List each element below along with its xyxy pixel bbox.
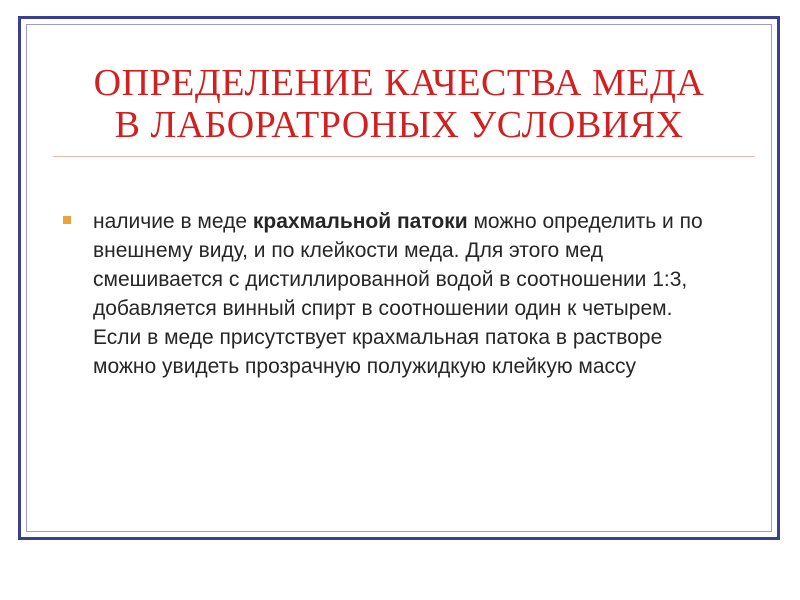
bullet-text — [93, 207, 703, 381]
bullet-text-before: наличие в меде — [93, 210, 253, 233]
title-divider — [53, 156, 755, 157]
slide-title-line-2: В ЛАБОРАТРОНЫХ УСЛОВИЯХ — [114, 104, 684, 146]
bullet-text-bold: крахмальной патоки — [252, 210, 468, 233]
slide-frame — [18, 16, 780, 540]
slide-title — [27, 62, 771, 146]
bullet-text-after: можно определить и по внешнему виду, и по клейкости меда. Для этого мед смешивается с дистиллированной водой в соотношении 1:3, добавляется винный спирт в соотношении один к четырем. Если в меде присутствует крахмальная патока в растворе можно увидеть прозрачную полужидкую клейкую массу — [93, 210, 703, 378]
bullet-list — [63, 207, 703, 381]
square-bullet-icon — [63, 216, 71, 224]
slide-inner-border — [26, 24, 772, 532]
slide-title-line-1: ОПРЕДЕЛЕНИЕ КАЧЕСТВА МЕДА — [93, 62, 705, 104]
